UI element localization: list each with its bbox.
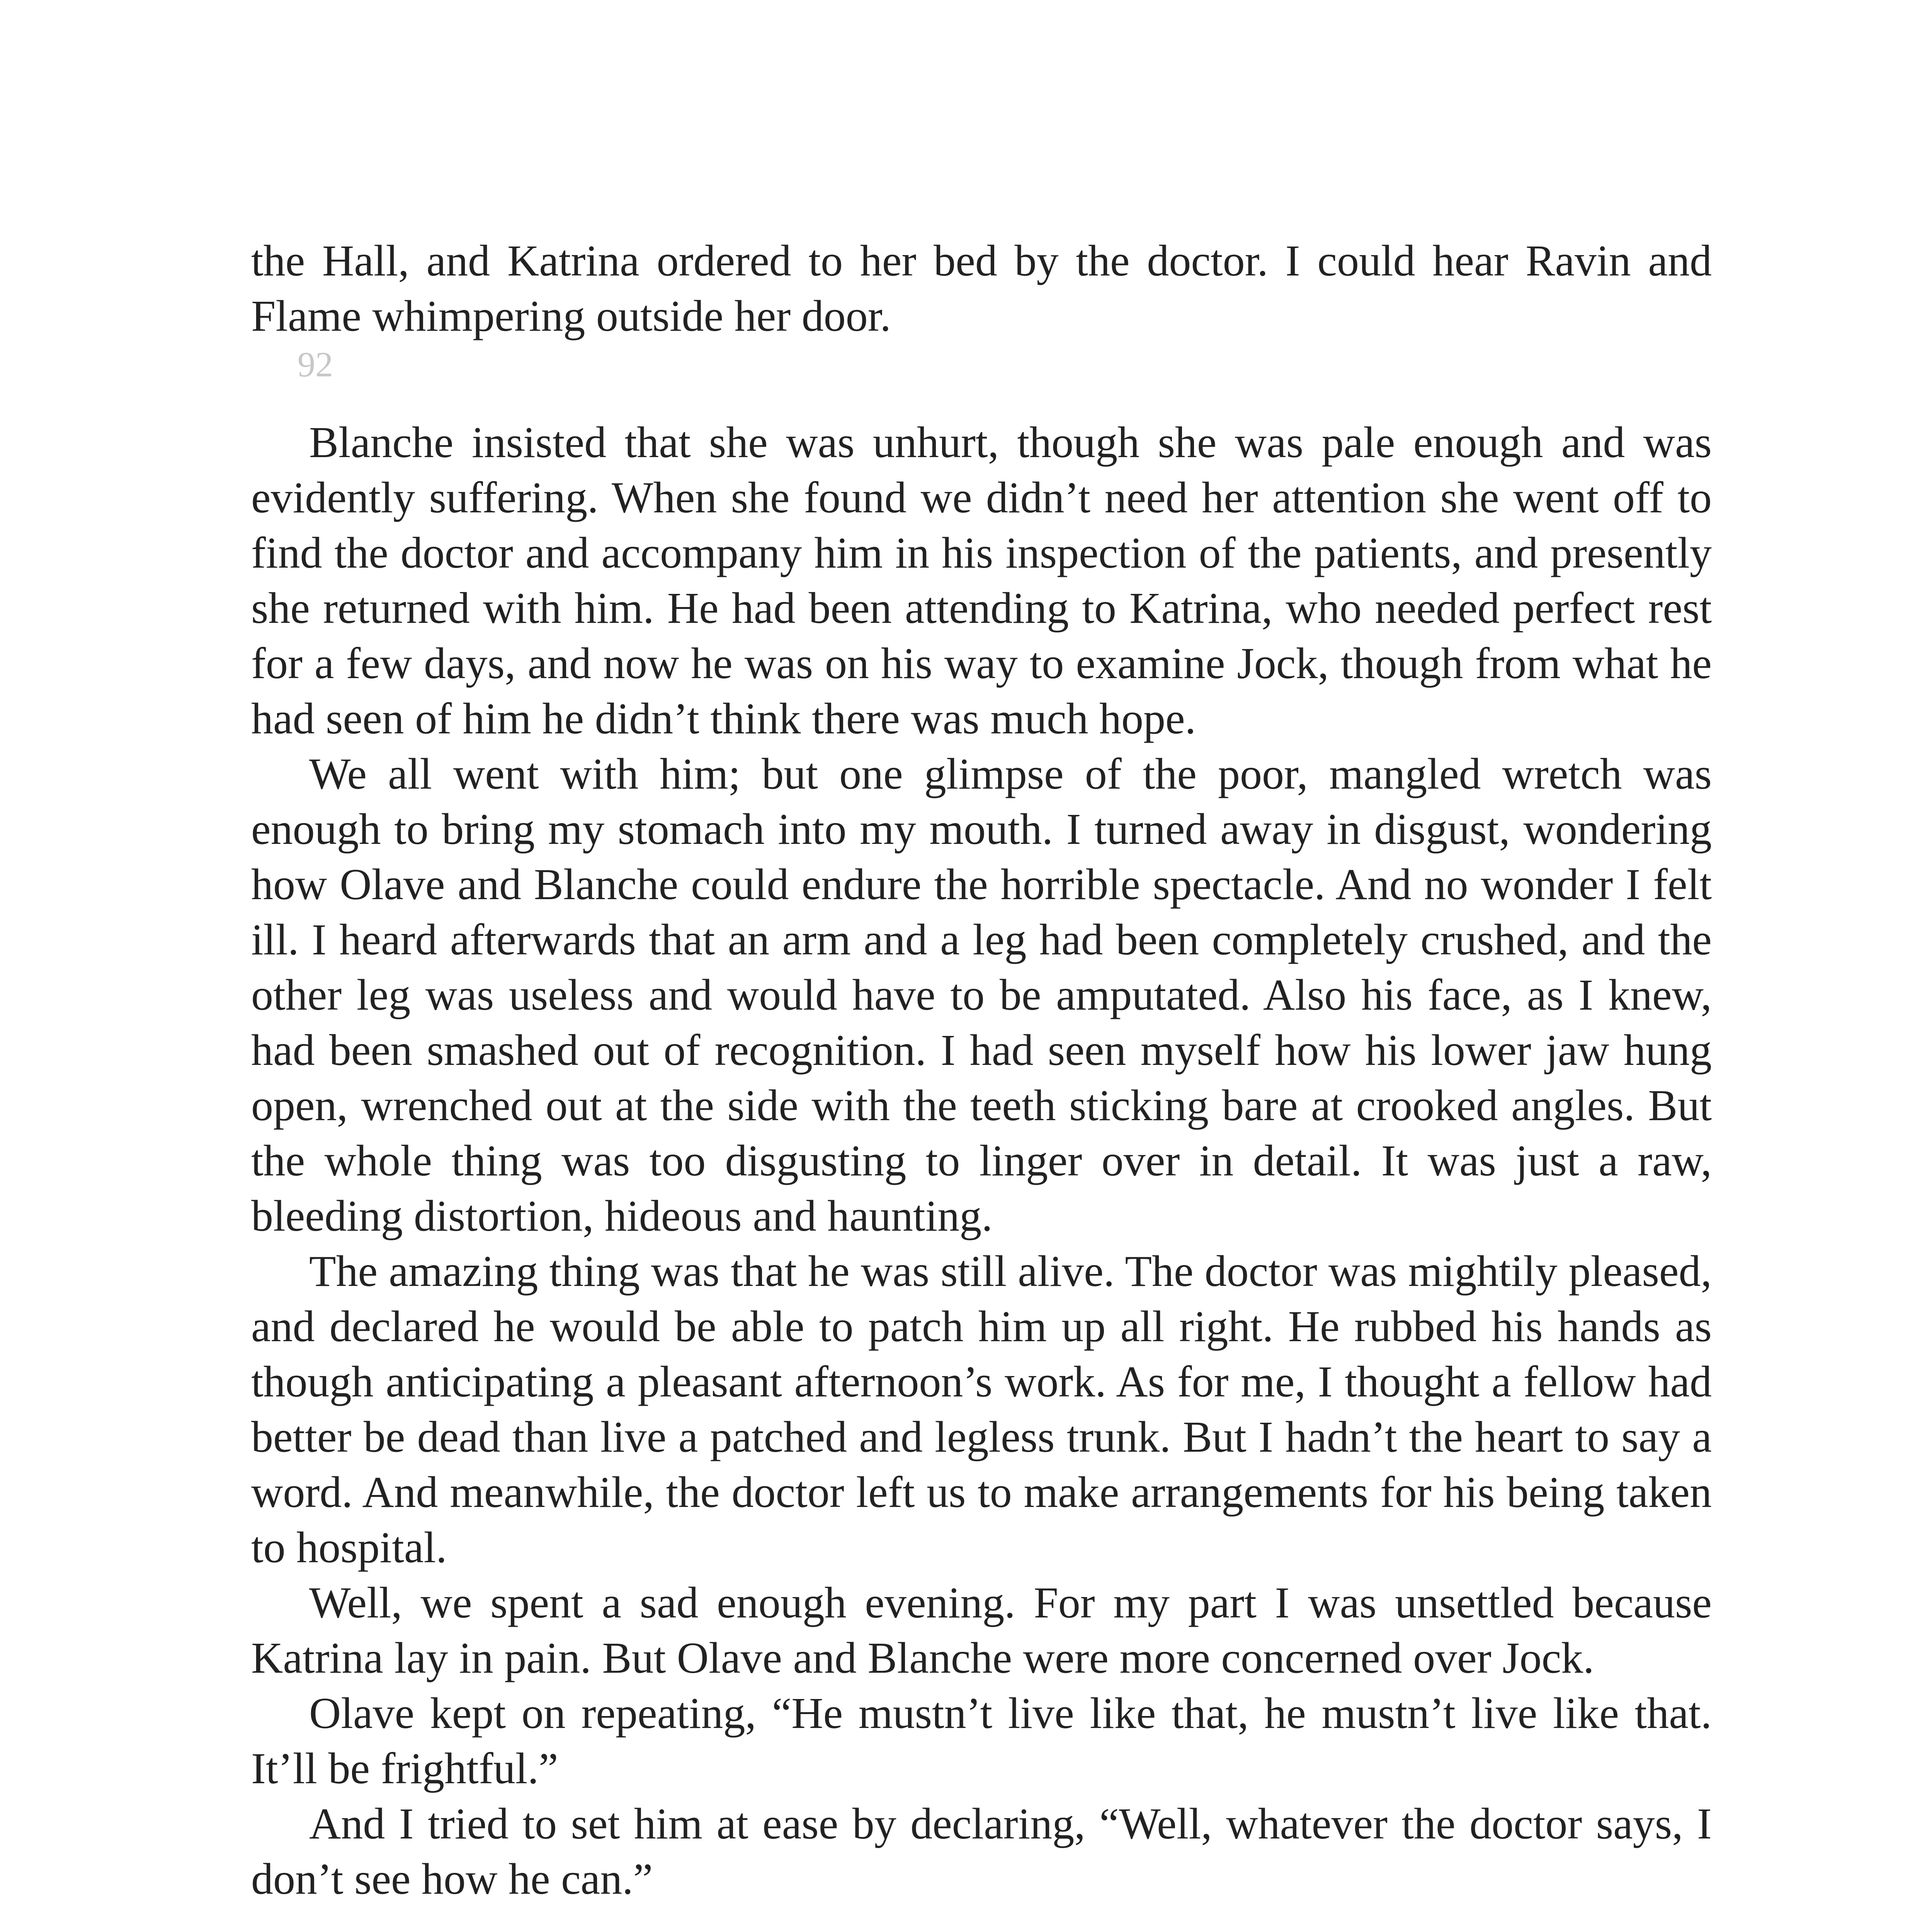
text-block-main bbox=[251, 415, 1712, 1906]
paragraph: And I tried to set him at ease by declaring, “Well, whatever the doctor says, I don’t see how he can.” bbox=[251, 1799, 1712, 1903]
paragraph: Well, we spent a sad enough evening. For my part I was unsettled because Katrina lay in pain. But Olave and Blanche were more concerned over Jock. bbox=[251, 1578, 1712, 1682]
paragraph: Olave kept on repeating, “He mustn’t live like that, he mustn’t live like that. It’ll be frightful.” bbox=[251, 1689, 1712, 1793]
paragraph: Blanche insisted that she was unhurt, though she was pale enough and was evidently suffering. When she found we didn’t need her attention she went off to find the doctor and accompany him in his inspection of the patients, and presently she returned with him. He had been attending to Katrina, who needed perfect rest for a few days, and now he was on his way to examine Jock, though from what he had seen of him he didn’t think there was much hope. bbox=[251, 418, 1712, 743]
paragraph: the Hall, and Katrina ordered to her bed by the doctor. I could hear Ravin and Flame whimpering outside her door. bbox=[251, 236, 1712, 340]
text-block-top bbox=[251, 233, 1712, 344]
paragraph: We all went with him; but one glimpse of the poor, mangled wretch was enough to bring my stomach into my mouth. I turned away in disgust, wondering how Olave and Blanche could endure the horrible spectacle. And no wonder I felt ill. I heard afterwards that an arm and a leg had been completely crushed, and the other leg was useless and would have to be amputated. Also his face, as I knew, had been smashed out of recognition. I had seen myself how his lower jaw hung open, wrenched out at the side with the teeth sticking bare at crooked angles. But the whole thing was too disgusting to linger over in detail. It was just a raw, bleeding distortion, hideous and haunting. bbox=[251, 749, 1712, 1240]
page-number-92: 92 bbox=[298, 345, 333, 384]
paragraph: The amazing thing was that he was still alive. The doctor was mightily pleased, and declared he would be able to patch him up all right. He rubbed his hands as though anticipating a pleasant afternoon’s work. As for me, I thought a fellow had better be dead than live a patched and legless trunk. But I hadn’t the heart to say a word. And meanwhile, the doctor left us to make arrangements for his being taken to hospital. bbox=[251, 1247, 1712, 1572]
